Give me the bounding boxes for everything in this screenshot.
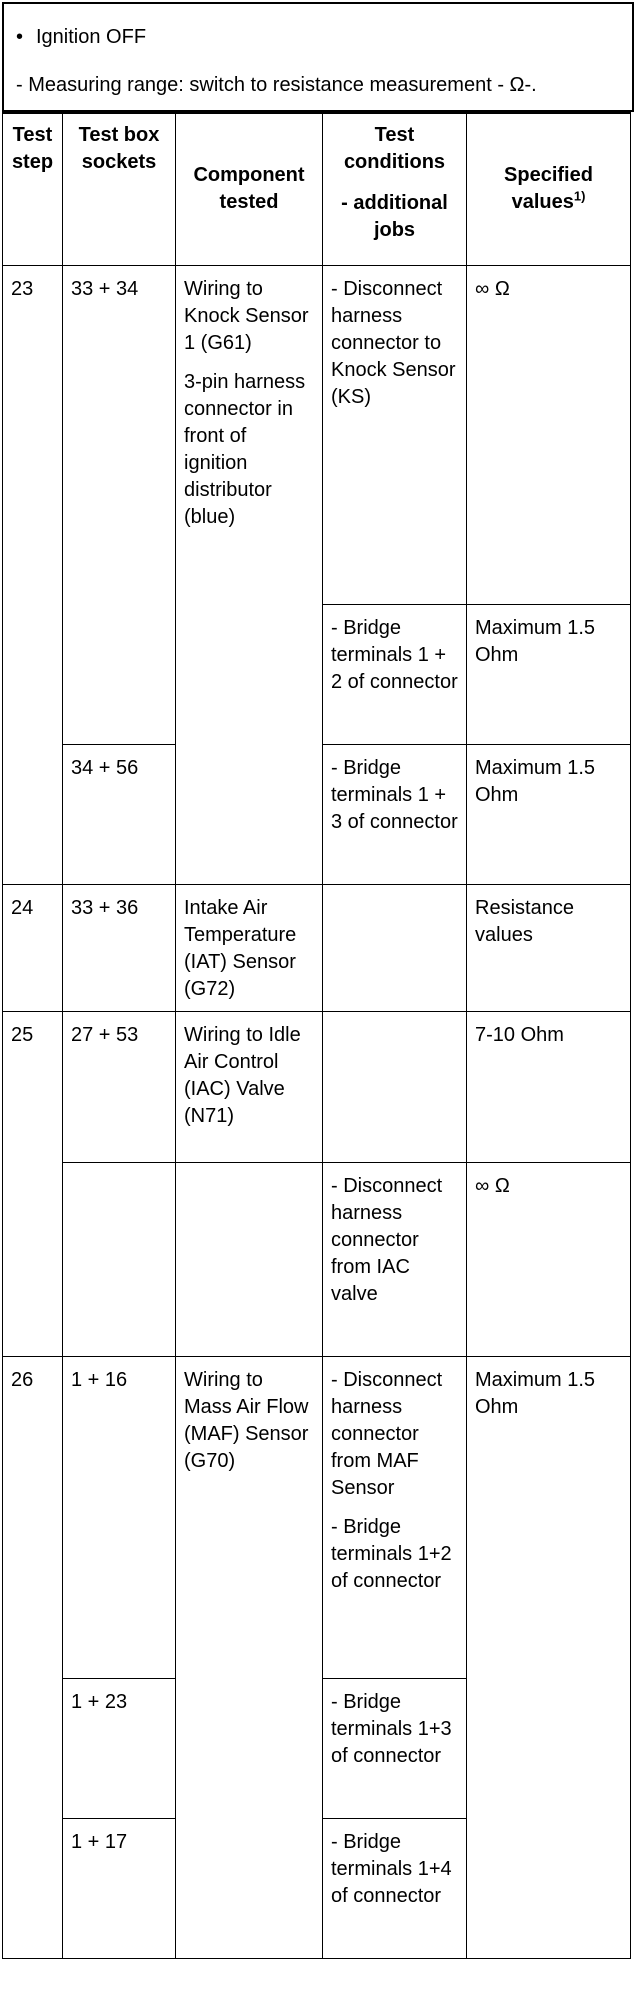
- sockets-cell: 34 + 56: [63, 744, 176, 884]
- condition-cell: - Bridge terminals 1+4 of connector: [323, 1818, 467, 1958]
- component-cell: [176, 1162, 323, 1356]
- sockets-cell: [63, 1162, 176, 1356]
- table-row: [3, 265, 631, 604]
- header-row: [3, 113, 631, 265]
- header-values: [467, 113, 631, 265]
- condition-line: - Bridge terminals 1+2 of connector: [331, 1515, 452, 1592]
- condition-cell: - Disconnect harness connector from IAC valve: [323, 1162, 467, 1356]
- note-ignition-text: Ignition OFF: [36, 26, 147, 48]
- condition-cell: [323, 1011, 467, 1162]
- value-cell: Resistance values: [467, 884, 631, 1011]
- header-component: Component tested: [176, 113, 323, 265]
- value-cell: Maximum 1.5 Ohm: [467, 604, 631, 744]
- note-ignition: [4, 4, 632, 64]
- sockets-cell: 33 + 34: [63, 265, 176, 744]
- table-row: [3, 884, 631, 1011]
- sockets-cell: 1 + 23: [63, 1678, 176, 1818]
- test-table: [2, 112, 631, 1959]
- header-conditions-line1: Test conditions: [343, 124, 446, 173]
- component-cell: Intake Air Temperature (IAT) Sensor (G72): [176, 884, 323, 1011]
- component-line: Wiring to Knock Sensor 1 (G61): [184, 277, 309, 354]
- notes-box: [2, 2, 634, 112]
- sockets-cell: 1 + 17: [63, 1818, 176, 1958]
- header-values-footnote: 1): [573, 188, 586, 204]
- table-row: [3, 1356, 631, 1678]
- condition-cell: - Bridge terminals 1 + 3 of connector: [323, 744, 467, 884]
- table-row: [3, 1011, 631, 1162]
- condition-cell: - Bridge terminals 1 + 2 of connector: [323, 604, 467, 744]
- header-conditions: [323, 113, 467, 265]
- value-cell: Maximum 1.5 Ohm: [467, 1356, 631, 1958]
- component-cell: Wiring to Mass Air Flow (MAF) Sensor (G70): [176, 1356, 323, 1958]
- sockets-cell: 27 + 53: [63, 1011, 176, 1162]
- step-cell: 23: [3, 265, 63, 884]
- header-conditions-line2: - additional jobs: [341, 192, 448, 241]
- condition-cell: [323, 884, 467, 1011]
- document: [2, 2, 634, 1959]
- table-row: [3, 1162, 631, 1356]
- condition-cell: - Disconnect harness connector to Knock Sensor (KS): [323, 265, 467, 604]
- value-cell: Maximum 1.5 Ohm: [467, 744, 631, 884]
- step-cell: 25: [3, 1011, 63, 1356]
- sockets-cell: 33 + 36: [63, 884, 176, 1011]
- value-cell: ∞ Ω: [467, 1162, 631, 1356]
- header-step: Test step: [3, 113, 63, 265]
- header-values-text: Specified values: [504, 164, 593, 214]
- note-measuring-range: - Measuring range: switch to resistance measurement - Ω-.: [16, 74, 537, 96]
- component-line: 3-pin harness connector in front of ignition distributor (blue): [184, 370, 306, 528]
- value-cell: 7-10 Ohm: [467, 1011, 631, 1162]
- condition-line: - Disconnect harness connector from MAF Sensor: [331, 1368, 443, 1499]
- bullet-icon: •: [16, 26, 24, 48]
- step-cell: 26: [3, 1356, 63, 1958]
- header-sockets: Test box sockets: [63, 113, 176, 265]
- step-cell: 24: [3, 884, 63, 1011]
- condition-cell: [323, 1356, 467, 1678]
- value-cell: ∞ Ω: [467, 265, 631, 604]
- component-cell: Wiring to Idle Air Control (IAC) Valve (N71): [176, 1011, 323, 1162]
- sockets-cell: 1 + 16: [63, 1356, 176, 1678]
- component-cell: [176, 265, 323, 884]
- condition-cell: - Bridge terminals 1+3 of connector: [323, 1678, 467, 1818]
